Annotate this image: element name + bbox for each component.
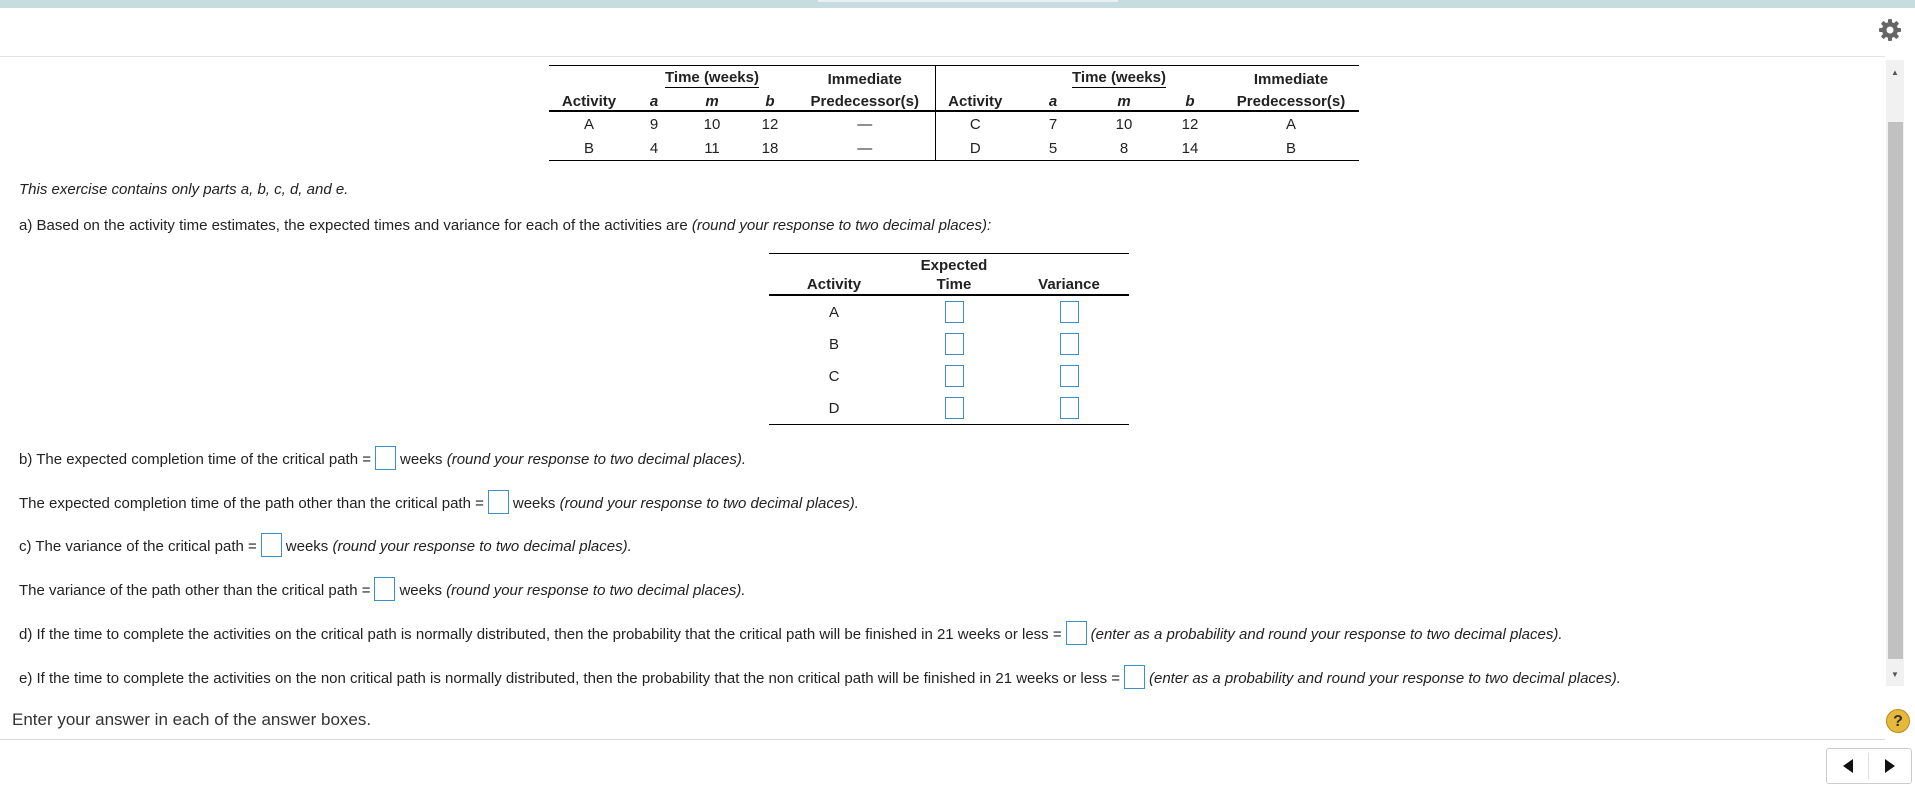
part-c2-unit: weeks [399, 581, 442, 599]
noncritical-path-time-input[interactable] [488, 490, 509, 514]
variance-input-c[interactable] [1060, 365, 1079, 387]
table-row [549, 111, 1359, 136]
predecessor-cell: B [1285, 139, 1296, 157]
col-a-header-left: a [629, 88, 679, 111]
activity-cell: C [828, 367, 840, 385]
noncritical-path-variance-input[interactable] [374, 577, 395, 601]
col-b-header-left: b [745, 88, 795, 111]
table-row [769, 360, 1129, 392]
table-row [549, 136, 1359, 161]
a-cell: 9 [649, 115, 659, 133]
activity-cell: D [969, 139, 981, 157]
m-cell: 10 [703, 115, 721, 133]
part-a-question [19, 217, 991, 234]
predecessor-cell: — [795, 111, 935, 136]
table-header-row [549, 88, 1359, 111]
critical-path-probability-input[interactable] [1066, 621, 1087, 645]
activity-cell: B [828, 335, 839, 353]
table-row [769, 392, 1129, 425]
time-weeks-header-left: Time (weeks) [665, 69, 759, 86]
part-c2-question [19, 579, 745, 603]
instruction-message: Enter your answer in each of the answer boxes. [12, 710, 372, 729]
activity-cell: B [583, 139, 594, 157]
m-cell: 11 [704, 139, 720, 157]
a-cell: 4 [649, 139, 659, 157]
part-a-hint: (round your response to two decimal places): [691, 217, 992, 234]
col-a-header-right: a [1015, 88, 1091, 111]
part-c1-unit: weeks [285, 537, 329, 555]
content-area [0, 57, 1885, 737]
expected-time-header-line1: Expected [920, 257, 988, 274]
m-cell: 10 [1115, 115, 1133, 133]
part-a-text: a) Based on the activity time estimates, the expected times and variance for each of the activities are [19, 217, 688, 234]
part-b1-question [19, 448, 746, 472]
b-cell: 12 [761, 115, 779, 133]
time-weeks-header-right: Time (weeks) [1072, 69, 1166, 86]
activity-cell: A [828, 303, 839, 321]
expected-time-variance-table [769, 253, 1129, 425]
predecessors-header-left: Predecessor(s) [795, 88, 935, 111]
activity-cell: D [828, 399, 840, 417]
table-header-row [769, 254, 1129, 296]
a-cell: 7 [1048, 115, 1058, 133]
scroll-down-icon[interactable]: ▼ [1891, 670, 1899, 679]
part-b2-text: The expected completion time of the path other than the critical path = [19, 494, 484, 512]
part-b1-text: b) The expected completion time of the critical path = [19, 450, 371, 468]
variance-input-d[interactable] [1060, 397, 1079, 419]
b-cell: 18 [761, 139, 779, 157]
predecessor-cell: A [1285, 115, 1296, 133]
immediate-header-left: Immediate [795, 66, 935, 89]
critical-path-time-input[interactable] [375, 446, 396, 470]
variance-input-a[interactable] [1060, 301, 1079, 323]
part-b1-unit: weeks [400, 450, 443, 468]
variance-input-b[interactable] [1060, 333, 1079, 355]
col-m-header-right: m [1091, 88, 1157, 111]
footer-divider [0, 739, 1885, 740]
activity-time-table [549, 65, 1359, 161]
part-e-text: e) If the time to complete the activities on the non critical path is normally distributed, then the probability that the non critical path will be finished in 21 weeks or less = [19, 669, 1120, 687]
expected-time-header [899, 254, 1009, 296]
expected-time-input-a[interactable] [945, 301, 964, 323]
part-b1-hint: (round your response to two decimal places). [446, 450, 747, 468]
activity-header-right: Activity [935, 88, 1015, 111]
scroll-up-icon[interactable]: ▲ [1891, 68, 1899, 77]
part-b2-question [19, 492, 859, 516]
part-c1-text: c) The variance of the critical path = [19, 537, 257, 555]
predecessor-cell: — [795, 136, 935, 161]
a-cell: 5 [1048, 139, 1058, 157]
help-icon[interactable]: ? [1886, 709, 1910, 733]
part-e-hint: (enter as a probability and round your response to two decimal places). [1149, 669, 1621, 687]
triangle-right-icon[interactable] [1869, 749, 1911, 783]
part-e-question [19, 667, 1621, 691]
expected-time-input-c[interactable] [945, 365, 964, 387]
critical-path-variance-input[interactable] [261, 533, 282, 557]
gear-icon[interactable] [1876, 16, 1904, 44]
predecessors-header-right: Predecessor(s) [1223, 88, 1359, 111]
triangle-left-icon[interactable] [1827, 749, 1869, 783]
immediate-header-right: Immediate [1253, 71, 1329, 88]
table-row [769, 328, 1129, 360]
b-cell: 12 [1181, 115, 1199, 133]
part-c2-text: The variance of the path other than the critical path = [19, 581, 371, 599]
m-cell: 8 [1119, 139, 1129, 157]
b-cell: 14 [1181, 139, 1199, 157]
part-d-hint: (enter as a probability and round your response to two decimal places). [1090, 625, 1563, 643]
variance-header: Variance [1009, 254, 1129, 296]
expected-time-input-b[interactable] [945, 333, 964, 355]
activity-header-left: Activity [549, 88, 629, 111]
part-c2-hint: (round your response to two decimal places). [446, 581, 746, 599]
part-d-question [19, 623, 1563, 647]
table-header-row [549, 66, 1359, 89]
part-d-text: d) If the time to complete the activities on the critical path is normally distributed, then the probability that the critical path will be finished in 21 weeks or less = [19, 625, 1062, 643]
table-row [769, 295, 1129, 328]
part-b2-unit: weeks [512, 494, 556, 512]
col-b-header-right: b [1157, 88, 1223, 111]
expected-time-header-line2: Time [936, 276, 972, 293]
navigation-buttons [1826, 748, 1912, 784]
part-c1-hint: (round your response to two decimal places). [332, 537, 632, 555]
part-c1-question [19, 535, 632, 559]
top-bar [0, 0, 1915, 8]
intro-text: This exercise contains only parts a, b, c, d, and e. [19, 181, 349, 198]
col-m-header-left: m [679, 88, 745, 111]
top-bar-tab [818, 0, 1118, 2]
activity-header: Activity [769, 254, 899, 296]
activity-cell: A [583, 115, 594, 133]
scrollbar-thumb[interactable] [1888, 122, 1903, 659]
part-b2-hint: (round your response to two decimal places). [559, 494, 859, 512]
noncritical-path-probability-input[interactable] [1124, 665, 1145, 689]
expected-time-input-d[interactable] [945, 397, 964, 419]
activity-cell: C [969, 115, 981, 133]
